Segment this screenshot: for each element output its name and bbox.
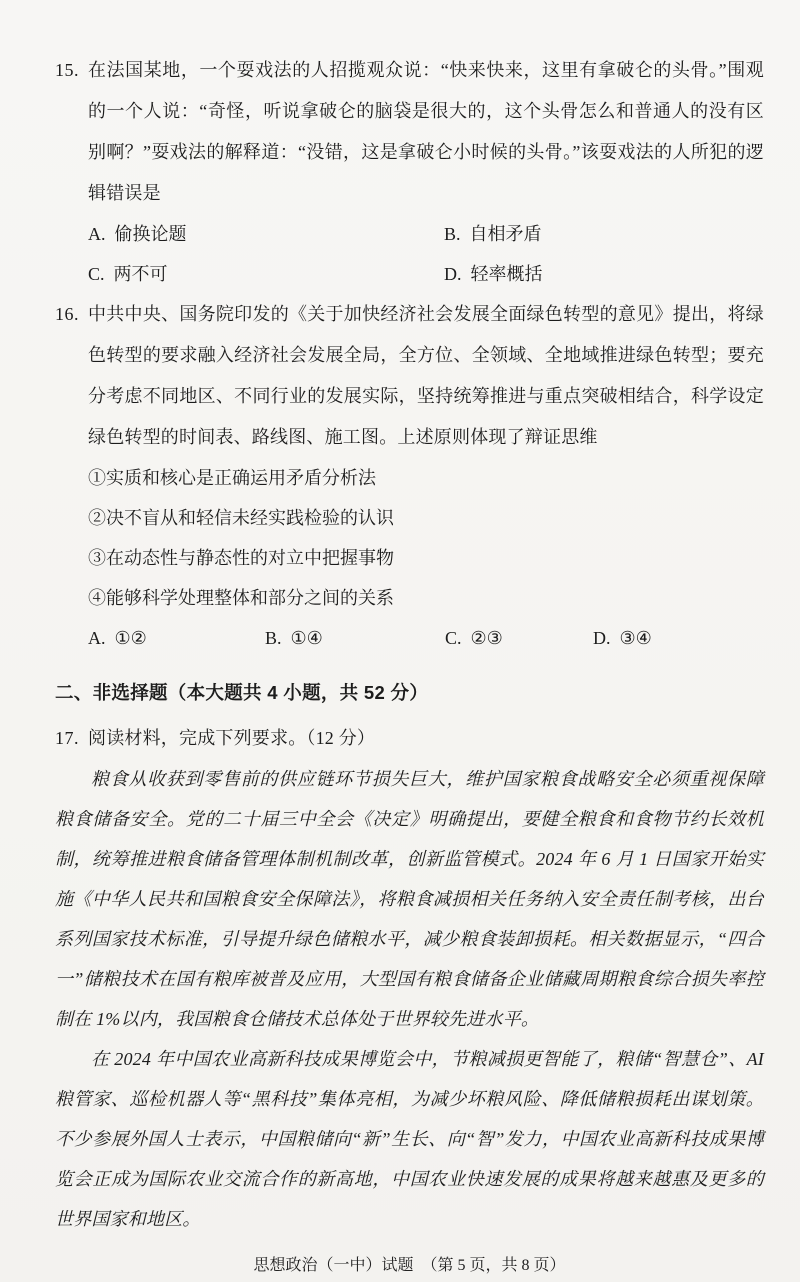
page-footer: 思想政治（一中）试题 （第 5 页，共 8 页） <box>253 1257 566 1274</box>
question-15 <box>55 50 764 294</box>
statement-1: ①实质和核心是正确运用矛盾分析法 <box>88 468 376 488</box>
question-16-option-d <box>593 618 652 658</box>
question-16-option-a <box>88 618 265 658</box>
question-16-option-b <box>265 618 445 658</box>
question-17-number: 17. <box>55 728 79 748</box>
option-text: ②③ <box>470 628 503 648</box>
option-label: D. <box>593 628 611 648</box>
question-15-option-d <box>444 254 764 294</box>
question-16-options <box>88 618 764 658</box>
question-17-intro: 阅读材料，完成下列要求。（12 分） <box>88 728 376 748</box>
option-text: ①② <box>114 628 147 648</box>
option-label: B. <box>265 628 282 648</box>
question-15-options <box>88 214 764 294</box>
question-17-material-paragraph-1: 粮食从收获到零售前的供应链环节损失巨大，维护国家粮食战略安全必须重视保障粮食储备安全。党的二十届三中全会《决定》明确提出，要健全粮食和食物节约长效机制，统筹推进粮食储备管理体制机制改革，创新监管模式。2024 年 6 月 1 日国家开始实施《中华人民共和国粮食安全保障法》，将粮食减损相关任务纳入安全责任制考核，出台系列国家技术标准，引导提升绿色储粮水平，减少粮食装卸损耗。相关数据显示，“四合一”储粮技术在国有粮库被普及应用，大型国有粮食储备企业储藏周期粮食综合损失率控制在 1%以内，我国粮食仓储技术总体处于世界较先进水平。 <box>55 769 764 1029</box>
question-15-option-c <box>88 254 444 294</box>
option-label: D. <box>444 264 462 284</box>
option-text: ③④ <box>619 628 652 648</box>
option-label: C. <box>88 264 105 284</box>
question-15-option-a <box>88 214 444 254</box>
question-15-number: 15. <box>55 60 79 80</box>
question-16-number: 16. <box>55 304 79 324</box>
question-15-option-b <box>444 214 764 254</box>
option-label: A. <box>88 224 106 244</box>
option-text: ①④ <box>290 628 323 648</box>
option-label: C. <box>445 628 462 648</box>
question-16-option-c <box>445 618 593 658</box>
statement-2: ②决不盲从和轻信未经实践检验的认识 <box>88 508 394 528</box>
option-text: 偷换论题 <box>114 224 187 244</box>
option-label: A. <box>88 628 106 648</box>
option-text: 轻率概括 <box>470 264 543 284</box>
question-16-statements <box>88 458 764 618</box>
option-text: 自相矛盾 <box>469 224 542 244</box>
question-16-stem: 中共中央、国务院印发的《关于加快经济社会发展全面绿色转型的意见》提出，将绿色转型的要求融入经济社会发展全局，全方位、全领域、全地域推进绿色转型；要充分考虑不同地区、不同行业的发展实际，坚持统筹推进与重点突破相结合，科学设定绿色转型的时间表、路线图、施工图。上述原则体现了辩证思维 <box>88 304 764 447</box>
option-text: 两不可 <box>113 264 168 284</box>
question-17 <box>55 718 764 1239</box>
statement-3: ③在动态性与静态性的对立中把握事物 <box>88 548 394 568</box>
option-label: B. <box>444 224 461 244</box>
section-2-heading: 二、非选择题（本大题共 4 小题，共 52 分） <box>55 682 429 703</box>
statement-4: ④能够科学处理整体和部分之间的关系 <box>88 588 394 608</box>
question-17-material-paragraph-2: 在 2024 年中国农业高新科技成果博览会中，节粮减损更智能了，粮储“智慧仓”、AI 粮管家、巡检机器人等“黑科技”集体亮相，为减少坏粮风险、降低储粮损耗出谋划策。不少参展外国人士表示，中国粮储向“新”生长、向“智”发力，中国农业高新科技成果博览会正成为国际农业交流合作的新高地，中国农业快速发展的成果将越来越惠及更多的世界国家和地区。 <box>55 1049 764 1229</box>
question-15-stem: 在法国某地，一个耍戏法的人招揽观众说：“快来快来，这里有拿破仑的头骨。”围观的一个人说：“奇怪，听说拿破仑的脑袋是很大的，这个头骨怎么和普通人的没有区别啊？”耍戏法的解释道：“没错，这是拿破仑小时候的头骨。”该耍戏法的人所犯的逻辑错误是 <box>88 60 764 203</box>
question-16 <box>55 294 764 658</box>
